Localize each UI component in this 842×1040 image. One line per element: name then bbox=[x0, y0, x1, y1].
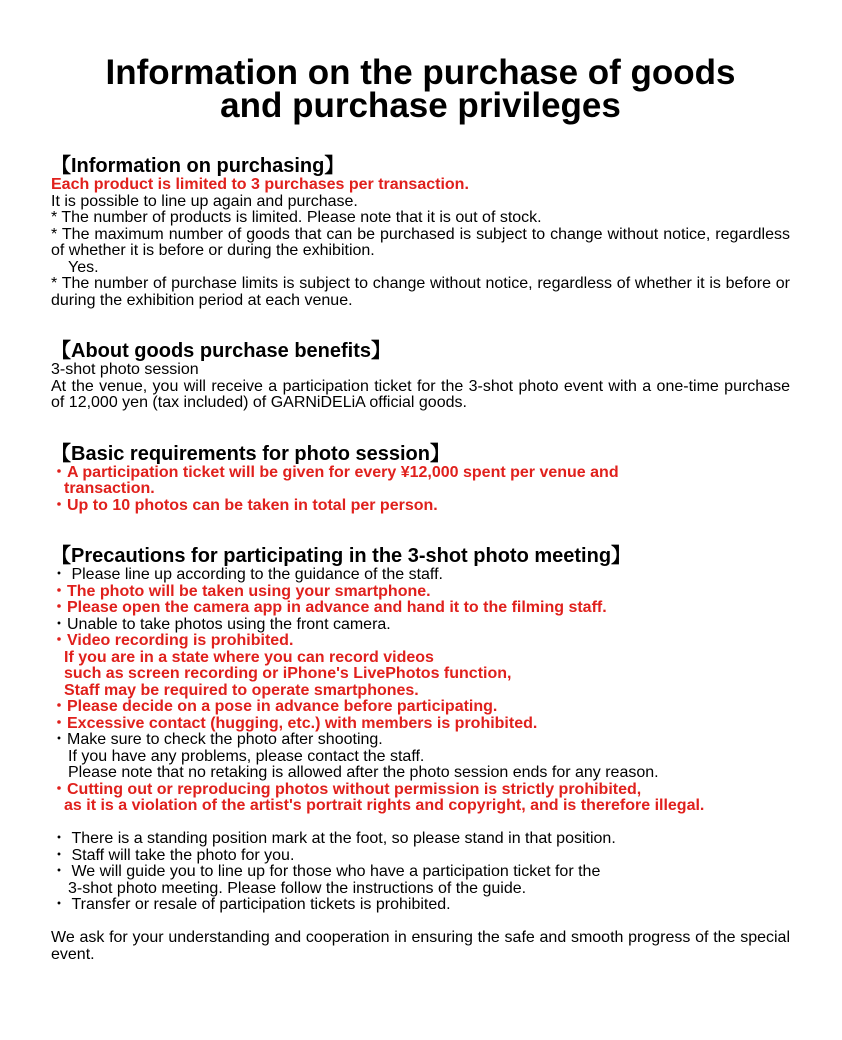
precaution-smartphone: ・The photo will be taken using your smartphone. bbox=[51, 582, 431, 600]
precaution-check-detail-2: Please note that no retaking is allowed after the photo session ends for any reason. bbox=[68, 764, 659, 781]
closing-text: We ask for your understanding and cooperation in ensuring the safe and smooth progress of the special event. bbox=[51, 929, 795, 963]
purchase-limit-notice: Each product is limited to 3 purchases per transaction. bbox=[51, 176, 469, 193]
note-staff-photo: ・ Staff will take the photo for you. bbox=[51, 846, 295, 864]
max-goods-notice: * The maximum number of goods that can be purchased is subject to change without notice, regardless of whether it is before or during the exhibition. bbox=[51, 225, 795, 259]
precaution-reproduction: ・Cutting out or reproducing photos without permission is strictly prohibited, bbox=[51, 780, 642, 798]
precaution-line-up: ・ Please line up according to the guidance of the staff. bbox=[51, 566, 443, 583]
note-standing-mark: ・ There is a standing position mark at the foot, so please stand in that position. bbox=[51, 830, 616, 847]
benefits-section bbox=[51, 340, 795, 412]
requirement-photo-count: ・Up to 10 photos can be taken in total per person. bbox=[51, 496, 438, 514]
benefits-heading: 【About goods purchase benefits】 bbox=[51, 340, 392, 362]
note-guide: ・ We will guide you to line up for those who have a participation ticket for the bbox=[51, 863, 601, 880]
page-title-line-2: and purchase privileges bbox=[220, 86, 621, 125]
precaution-check-detail-1: If you have any problems, please contact the staff. bbox=[68, 747, 425, 765]
requirement-ticket-cont: transaction. bbox=[64, 480, 155, 497]
precaution-front-camera: ・Unable to take photos using the front camera. bbox=[51, 615, 391, 633]
precaution-camera-app: ・Please open the camera app in advance and hand it to the filming staff. bbox=[51, 599, 607, 616]
precaution-reproduction-detail: as it is a violation of the artist's portrait rights and copyright, and is therefore illegal. bbox=[64, 797, 705, 814]
purchasing-section bbox=[51, 155, 795, 309]
requirement-ticket: ・A participation ticket will be given for every ¥12,000 spent per venue and bbox=[51, 463, 619, 481]
precaution-video: ・Video recording is prohibited. bbox=[51, 632, 294, 649]
precaution-contact: ・Excessive contact (hugging, etc.) with members is prohibited. bbox=[51, 714, 538, 732]
precaution-video-detail-1: If you are in a state where you can record videos bbox=[64, 648, 434, 666]
note-transfer: ・ Transfer or resale of participation tickets is prohibited. bbox=[51, 896, 451, 913]
purchase-limits-notice: * The number of purchase limits is subject to change without notice, regardless of whether it is before or during the exhibition period at each venue. bbox=[51, 275, 795, 309]
precaution-video-detail-3: Staff may be required to operate smartphones. bbox=[64, 681, 419, 699]
additional-notes bbox=[51, 831, 790, 914]
requirements-heading: 【Basic requirements for photo session】 bbox=[51, 442, 450, 465]
precaution-video-detail-2: such as screen recording or iPhone's LivePhotos function, bbox=[64, 665, 512, 682]
requirements-section bbox=[51, 443, 790, 515]
yes-text: Yes. bbox=[68, 258, 99, 276]
photo-session-text: 3-shot photo session bbox=[51, 361, 199, 378]
precaution-check-photo: ・Make sure to check the photo after shooting. bbox=[51, 731, 383, 748]
note-guide-cont: 3-shot photo meeting. Please follow the instructions of the guide. bbox=[68, 879, 527, 897]
precaution-pose: ・Please decide on a pose in advance before participating. bbox=[51, 698, 498, 715]
purchasing-heading: 【Information on purchasing】 bbox=[51, 155, 345, 177]
stock-notice: * The number of products is limited. Please note that it is out of stock. bbox=[51, 209, 542, 226]
precautions-section bbox=[51, 545, 795, 963]
page-title bbox=[51, 53, 790, 125]
page-title-line-1: Information on the purchase of goods bbox=[105, 53, 736, 92]
venue-ticket-text: At the venue, you will receive a participation ticket for the 3-shot photo event with a one-time purchase of 12,000 yen (tax included) of GARNiDELiA official goods. bbox=[51, 377, 795, 411]
line-up-again-text: It is possible to line up again and purchase. bbox=[51, 192, 358, 210]
precautions-heading: 【Precautions for participating in the 3-shot photo meeting】 bbox=[51, 545, 632, 567]
